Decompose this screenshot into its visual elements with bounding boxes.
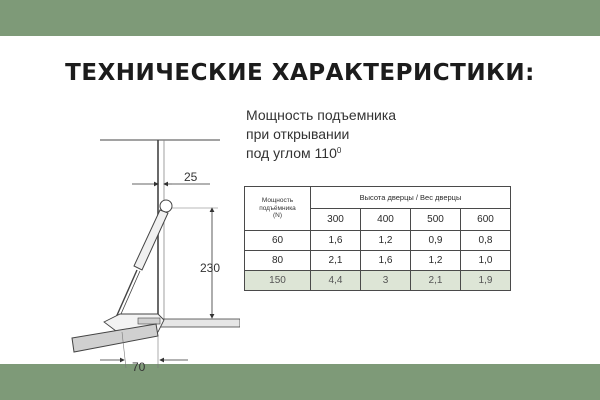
row-label: 60 — [245, 231, 311, 251]
cabinet-shelf — [158, 319, 240, 327]
table-cell: 2,1 — [311, 251, 361, 271]
table-row — [245, 231, 511, 251]
table-corner-header: Мощность подъёмника (N) — [245, 187, 311, 231]
table-cell: 1,2 — [411, 251, 461, 271]
table-column-header: 400 — [361, 209, 411, 231]
row-label: 80 — [245, 251, 311, 271]
table-cell: 1,0 — [461, 251, 511, 271]
table-cell: 1,9 — [461, 271, 511, 291]
table-cell: 3 — [361, 271, 411, 291]
row-label: 150 — [245, 271, 311, 291]
table-column-header: 500 — [411, 209, 461, 231]
lift-power-table — [244, 186, 511, 291]
table-column-header: 600 — [461, 209, 511, 231]
caption-line-2: при открывании — [246, 126, 350, 142]
table-cell: 0,9 — [411, 231, 461, 251]
table-row — [245, 251, 511, 271]
table-column-header: 300 — [311, 209, 361, 231]
table-cell: 2,1 — [411, 271, 461, 291]
caption-line-3: под углом 110 — [246, 145, 337, 161]
content-card — [0, 36, 600, 374]
table-cell: 4,4 — [311, 271, 361, 291]
caption-line-1: Мощность подъемника — [246, 107, 397, 123]
page-title: ТЕХНИЧЕСКИЕ ХАРАКТЕРИСТИКИ: — [65, 60, 535, 86]
dim-height-label: 230 — [200, 261, 221, 275]
table-cell: 1,2 — [361, 231, 411, 251]
lift-power-caption — [246, 106, 396, 163]
table-cell: 0,8 — [461, 231, 511, 251]
table-group-header: Высота дверцы / Вес дверцы — [311, 187, 511, 209]
degree-superscript: 0 — [336, 146, 342, 155]
gas-strut-cylinder — [134, 210, 168, 270]
table-cell: 1,6 — [361, 251, 411, 271]
table-row-highlighted — [245, 271, 511, 291]
hinge-lift-drawing — [60, 100, 240, 390]
dim-top-label: 25 — [184, 170, 198, 184]
dim-bottom-label: 70 — [132, 360, 146, 374]
table-cell: 1,6 — [311, 231, 361, 251]
